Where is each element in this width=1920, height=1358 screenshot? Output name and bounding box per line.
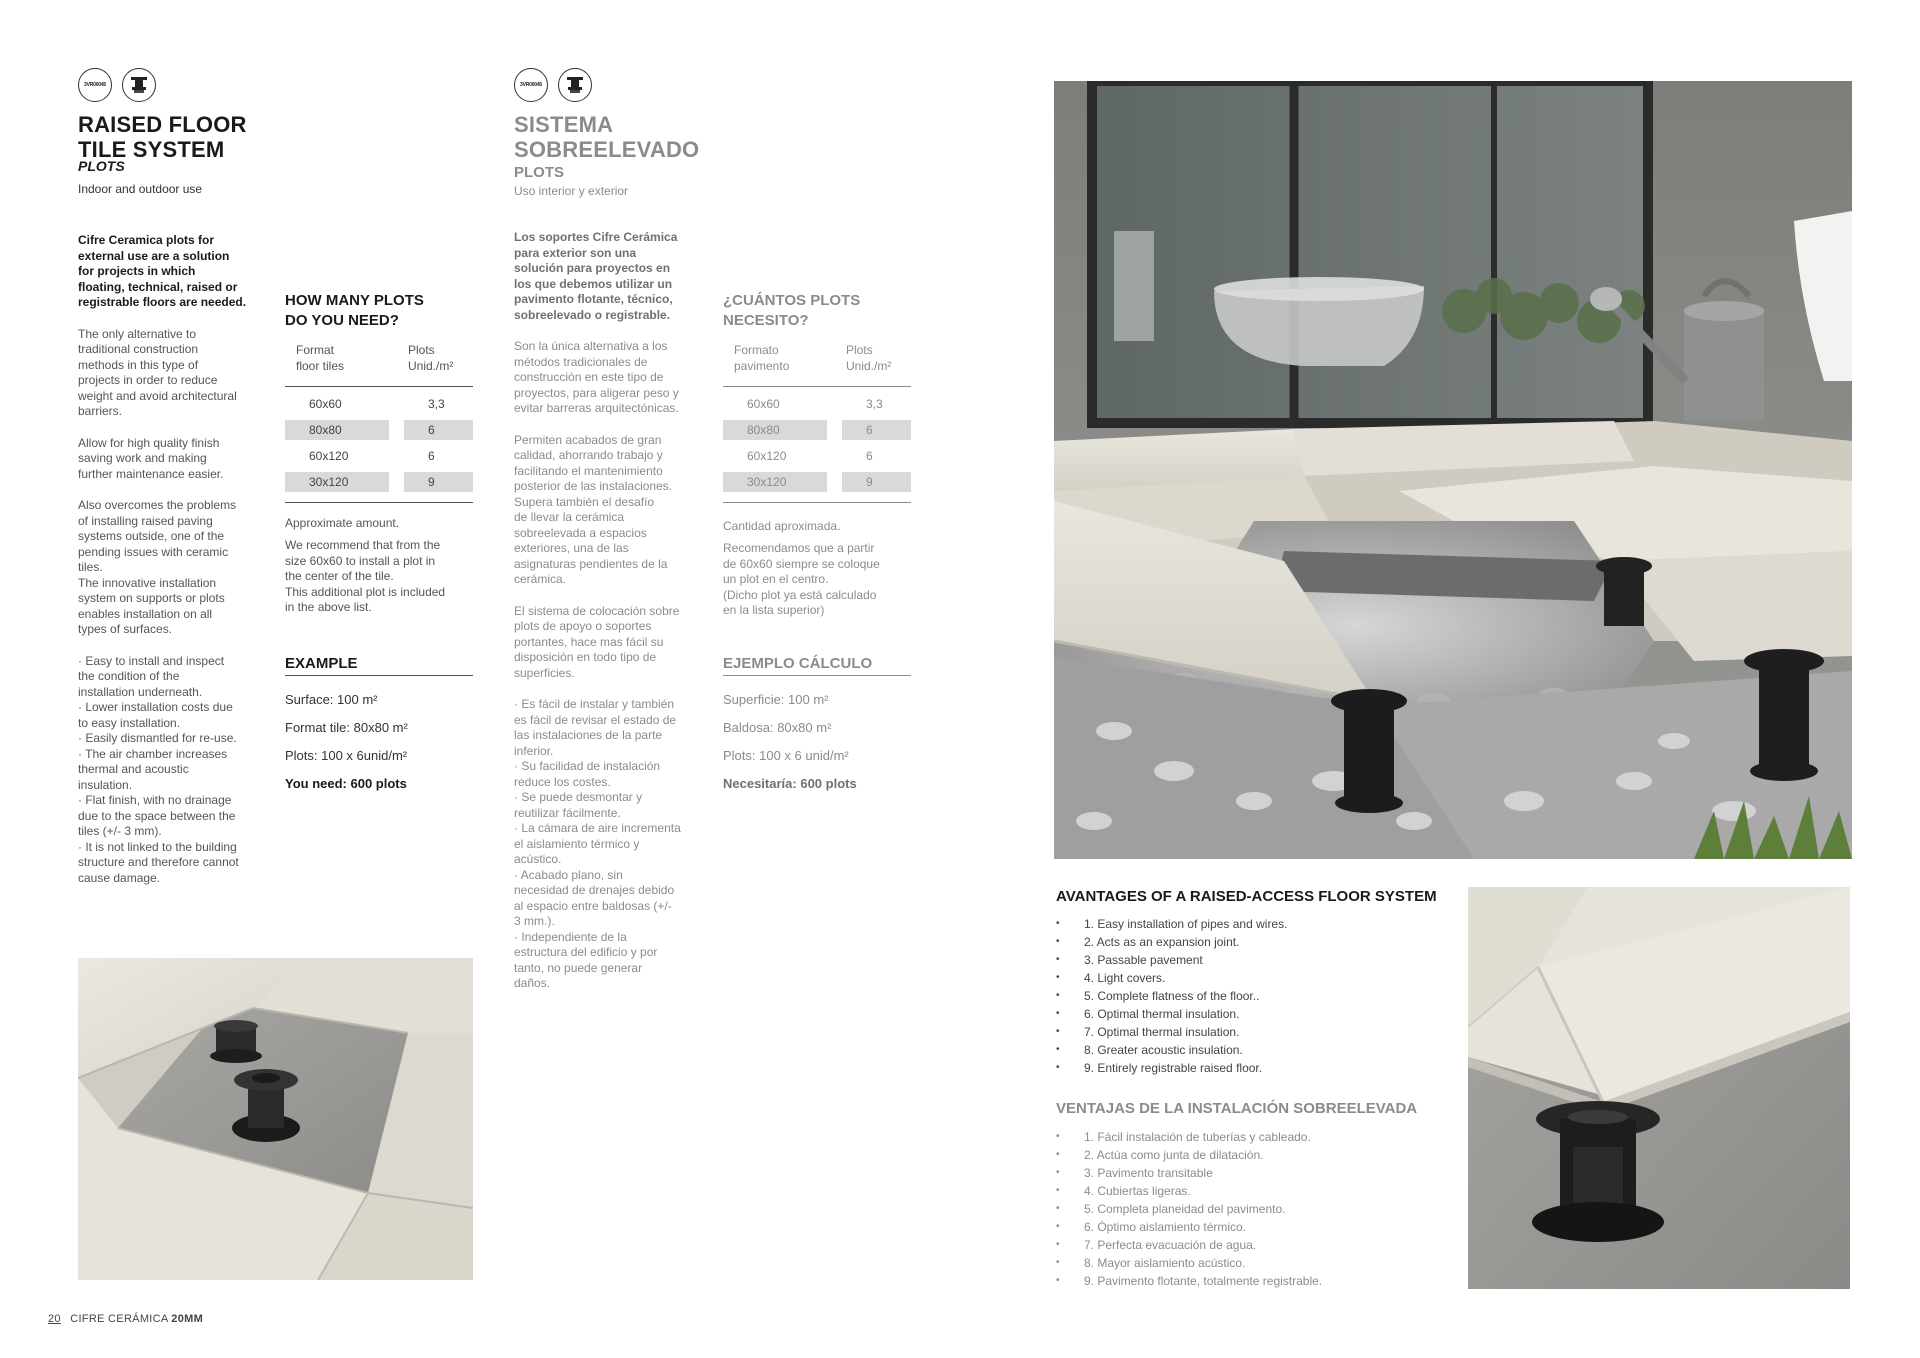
- column-header-format: Format floor tiles: [296, 343, 345, 373]
- list-item: • 9. Entirely registrable raised floor.: [1056, 1059, 1456, 1077]
- list-item: • 7. Optimal thermal insulation.: [1056, 1023, 1456, 1041]
- table-row: 60x120 6: [747, 449, 873, 463]
- terrace-installation-photo: [1054, 81, 1852, 859]
- list-item: • 2. Acts as an expansion joint.: [1056, 933, 1456, 951]
- plots-table-heading-en: HOW MANY PLOTS DO YOU NEED?: [285, 292, 424, 329]
- plot-pictogram-icon: [128, 74, 150, 96]
- paragraph-2-es: Permiten acabados de gran calidad, ahorrando trabajo y facilitando el mantenimiento posterior de las instalaciones. Supera también el desafío de llevar la cerámica sobreelevada a espacios exteriores, una de las asignaturas pendientes de la cerámica.: [514, 432, 673, 586]
- subtitle-es: PLOTS: [514, 164, 565, 181]
- list-item: • 9. Pavimento flotante, totalmente registrable.: [1056, 1272, 1456, 1290]
- table-row: 30x120 9: [285, 472, 473, 492]
- body-en: [78, 233, 268, 886]
- example-heading-es: EJEMPLO CÁLCULO: [723, 655, 873, 672]
- table-row: 80x80 6: [285, 420, 473, 440]
- advantages-list-en: [1056, 915, 1456, 1077]
- table-row: 60x120 6: [309, 449, 435, 463]
- plots-top-view-photo: [78, 958, 473, 1280]
- table-row: 30x120 9: [723, 472, 911, 492]
- plots-code-badge: [78, 68, 112, 102]
- example-rule: [723, 675, 911, 676]
- body-es: [514, 230, 704, 992]
- advantages-list-es: [1056, 1128, 1456, 1290]
- lead-en: Cifre Ceramica plots for external use are a solution for projects in which floating, technical, raised or registrable floors are needed.: [78, 233, 247, 309]
- example-en: EXAMPLE Surface: 100 m² Format tile: 80x80 m² Plots: 100 x 6unid/m² You need: 600 plots: [285, 655, 473, 798]
- approx-note-es: Cantidad aproximada.: [723, 519, 841, 533]
- page-title-es: SISTEMA SOBREELEVADO: [514, 112, 700, 162]
- list-item: • 1. Easy installation of pipes and wires.: [1056, 915, 1456, 933]
- paragraph-1-en: The only alternative to traditional construction methods in this type of projects in order to reduce weight and avoid architectural barriers.: [78, 326, 237, 418]
- plots-code-badge-es: 3VR00045: [514, 68, 548, 102]
- recommendation-es: Recomendamos que a partir de 60x60 siempre se coloque un plot en el centro. (Dicho plot ya está calculado en la lista superior): [723, 541, 880, 617]
- table-rule: [723, 386, 911, 387]
- example-result-es: Necesitaría: 600 plots: [723, 776, 857, 791]
- plot-pictogram-icon: [564, 74, 586, 96]
- page-title-en: RAISED FLOOR TILE SYSTEM: [78, 112, 247, 162]
- table-row: 80x80 6: [723, 420, 911, 440]
- plot-support-icon: [122, 68, 156, 102]
- page-footer: [48, 1313, 203, 1325]
- paragraph-3-es: El sistema de colocación sobre plots de apoyo o soportes portantes, hace mas fácil su disposición en todo tipo de superficies.: [514, 603, 680, 680]
- recommendation-en: We recommend that from the size 60x60 to install a plot in the center of the tile. This additional plot is included in the above list.: [285, 538, 446, 614]
- plots-table-heading-es: ¿CUÁNTOS PLOTS NECESITO?: [723, 292, 861, 329]
- brand-name: CIFRE CERÁMICA 20MM: [70, 1313, 204, 1325]
- paragraph-1-es: Son la única alternativa a los métodos tradicionales de construcción en este tipo de proyectos, para aligerar peso y evitar barreras arquitectónicas.: [514, 339, 679, 415]
- list-item: • 8. Mayor aislamiento acústico.: [1056, 1254, 1456, 1272]
- usage-es: Uso interior y exterior: [514, 184, 629, 198]
- example-heading-en: EXAMPLE: [285, 655, 358, 672]
- list-item: • 2. Actúa como junta de dilatación.: [1056, 1146, 1456, 1164]
- page-number: 20: [48, 1313, 61, 1325]
- paragraph-2-en: Allow for high quality finish saving work and making further maintenance easier.: [78, 435, 224, 481]
- example-es: EJEMPLO CÁLCULO Superficie: 100 m² Baldosa: 80x80 m² Plots: 100 x 6 unid/m² Necesitaría: 600 plots: [723, 655, 911, 798]
- table-rule: [285, 502, 473, 503]
- plot-detail-photo: [1468, 887, 1850, 1289]
- lead-es: Los soportes Cifre Cerámica para exterior son una solución para proyectos en los que debemos utilizar un pavimento flotante, técnico, sobreelevado o registrable.: [514, 230, 678, 322]
- column-header-plots: Plots Unid./m²: [846, 343, 892, 373]
- list-item: • 3. Pavimento transitable: [1056, 1164, 1456, 1182]
- table-row: 60x60 3,3: [309, 397, 445, 411]
- plots-table-es: [723, 342, 911, 494]
- plot-support-back: [1596, 557, 1652, 626]
- advantages-heading-en: AVANTAGES OF A RAISED-ACCESS FLOOR SYSTEM: [1056, 888, 1437, 905]
- list-item: • 6. Óptimo aislamiento térmico.: [1056, 1218, 1456, 1236]
- plots-table-en: [285, 342, 473, 494]
- example-result-en: You need: 600 plots: [285, 776, 407, 791]
- plots-code-label: 3VR00045: [83, 82, 107, 88]
- example-rule: [285, 675, 473, 676]
- list-item: • 6. Optimal thermal insulation.: [1056, 1005, 1456, 1023]
- column-header-format: Formato pavimento: [734, 343, 790, 373]
- usage-en: Indoor and outdoor use: [78, 182, 203, 196]
- advantages-heading-es: VENTAJAS DE LA INSTALACIÓN SOBREELEVADA: [1056, 1100, 1418, 1117]
- list-item: • 5. Completa planeidad del pavimento.: [1056, 1200, 1456, 1218]
- approx-note-en: Approximate amount.: [285, 516, 400, 530]
- features-list-en: · Easy to install and inspect the condition of the installation underneath. · Lower installation costs due to easy installation. · Easily dismantled for re-use. · The air chamber increases thermal and acoustic insulation. · Flat finish, with no drainage due to the space between the tiles (+/- 3 mm). · It is not linked to the building structure and therefore cannot cause damage.: [78, 653, 239, 885]
- list-item: • 4. Cubiertas ligeras.: [1056, 1182, 1456, 1200]
- table-rule: [723, 502, 911, 503]
- column-header-plots: Plots Unid./m²: [408, 343, 454, 373]
- table-rule: [285, 386, 473, 387]
- list-item: • 7. Perfecta evacuación de agua.: [1056, 1236, 1456, 1254]
- list-item: • 1. Fácil instalación de tuberías y cableado.: [1056, 1128, 1456, 1146]
- list-item: • 3. Passable pavement: [1056, 951, 1456, 969]
- list-item: • 5. Complete flatness of the floor..: [1056, 987, 1456, 1005]
- list-item: • 4. Light covers.: [1056, 969, 1456, 987]
- subtitle-en: PLOTS: [78, 158, 125, 174]
- plot-support-left: [210, 1020, 262, 1063]
- list-item: • 8. Greater acoustic insulation.: [1056, 1041, 1456, 1059]
- paragraph-3-en: Also overcomes the problems of installing raised paving systems outside, one of the pending issues with ceramic tiles. The innovative installation system on supports or plots enables installation on all types of surfaces.: [78, 498, 237, 636]
- plot-support-icon-es: [558, 68, 592, 102]
- features-list-es: · Es fácil de instalar y también es fácil de revisar el estado de las instalaciones de la parte inferior. · Su facilidad de instalación reduce los costes. · Se puede desmontar y reutilizar fácilmente. · La cámara de aire incrementa el aislamiento térmico y acústico. · Acabado plano, sin necesidad de drenajes debido al espacio entre baldosas (+/- 3 mm.). · Independiente de la estructura del edificio y por tanto, no puede generar daños.: [514, 697, 681, 990]
- table-row: 60x60 3,3: [747, 397, 883, 411]
